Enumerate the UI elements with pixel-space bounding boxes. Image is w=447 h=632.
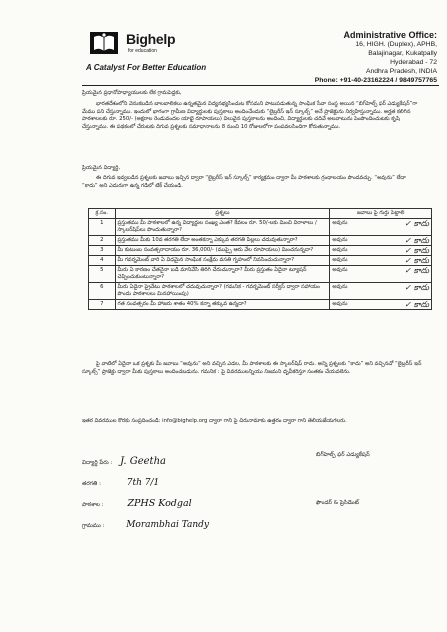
answer-no-checkmark[interactable]: ✓ కాదు bbox=[404, 256, 429, 265]
answer-yes-option[interactable]: అవును bbox=[332, 257, 348, 263]
paragraph-intro: భారతదేశంలోని వెనుకబడిన బాలబాలికలు ఉన్నతమైన విద్యనభ్యసించుట కోసమని పాటుపడుతున్న సాంఘిక సేవా సంస్థ అయిన “బిగ్‌హెల్ప్ ఫర్ ఎడ్యుకేషన్”గా మేము పని చేస్తున్నాము. ఇందులో భాగంగా గ్రామీణ విద్యార్థులకు పుస్తకాలు అందించేందుకు “లైబ్రరీస్ ఇన్ స్కూల్స్” అనే ప్రాజెక్టును నిర్వహిస్తున్నాము. అర్హత కలిగిన పాఠశాలలకు రూ. 250/- (అక్షరాల రెండువందల యాభై రూపాయలు) విలువైన పుస్తకాలను అందించి, విద్యార్థులకు చదివే అలవాటును పెంపొందించుటకు కృషి చేస్తున్నాము. ఈ పథకంలో చేరుటకు దిగువ ప్రశ్నలకు సమాధానాలను 8 నుంచి 10 రోజులలోగా పంపవలసిందిగా కోరుతున్నాము. bbox=[82, 101, 418, 130]
header-questions: ప్రశ్నలు bbox=[115, 209, 330, 219]
answer-no-checkmark[interactable]: ✓ కాదు bbox=[404, 246, 429, 255]
office-phone: Phone: +91-40-23162224 / 9849757765 bbox=[314, 77, 437, 84]
office-address-block bbox=[287, 30, 437, 84]
table-row bbox=[89, 219, 432, 236]
answer-yes-option[interactable]: అవును bbox=[332, 220, 348, 226]
table-row bbox=[89, 266, 432, 283]
question-text: ప్రస్తుతము మీ పాఠశాలలో ఉన్న విద్యార్థుల సంఖ్య ఎంత? కేవలం రూ. 50/-లకు మించి విరాళాలు / స్కాలర్‌షిప్‌లు పొందుతున్నారా? bbox=[115, 219, 330, 236]
student-name-value[interactable]: J. Geetha bbox=[120, 456, 166, 467]
organisation-signature-label: బిగ్‌హెల్ప్ ఫర్ ఎడ్యుకేషన్ bbox=[316, 452, 370, 458]
question-number: 5 bbox=[89, 266, 116, 283]
book-logo-icon bbox=[86, 30, 122, 56]
table-row bbox=[89, 300, 432, 310]
table-row bbox=[89, 256, 432, 266]
question-text: మీరు ఏదైనా ప్రైవేటు పాఠశాలలో చదువుచున్నారా? (గమనిక - గవర్నమెంట్ సర్వీస్ ద్వారా సహాయం పొందు పాఠశాలలు మినహాయింపు) bbox=[115, 283, 330, 300]
question-text: ప్రస్తుతము మీకు 10వ తరగతి లేదా అంతకన్నా ఎక్కువ తరగతి పిల్లలు చదువుతున్నారా? bbox=[115, 236, 330, 246]
school-value[interactable]: ZPHS Kodgal bbox=[127, 498, 192, 509]
question-text: మీ కుటుంబ సంవత్సరాదాయం రూ. 36,000/- (ముప్పై ఆరు వేల రూపాయలు) మించనున్నదా? bbox=[115, 246, 330, 256]
school-label: పాఠశాల : bbox=[82, 502, 104, 508]
answer-yes-option[interactable]: అవును bbox=[332, 284, 348, 290]
class-value[interactable]: 7th 7/1 bbox=[126, 478, 160, 488]
office-line: 16, HIGH. (Duplex), APHB, bbox=[355, 41, 437, 48]
header-divider bbox=[82, 85, 439, 86]
student-name-row bbox=[82, 456, 166, 467]
salutation: ప్రియమైన ప్రధానోపాధ్యాయులకు లేక గ్రామపెద్దకు, bbox=[82, 90, 182, 96]
village-label: గ్రామము : bbox=[82, 523, 105, 529]
question-number: 1 bbox=[89, 219, 116, 236]
question-text: మీ గవర్నమెంట్ వారి ఏ విధమైన సాంఘిక సంక్షేమ వసతి గృహంలో నివసించుచున్నారా? bbox=[115, 256, 330, 266]
header-serial: క్ర.సం. bbox=[89, 209, 116, 219]
table-row bbox=[89, 246, 432, 256]
office-line: Andhra Pradesh, INDIA bbox=[365, 68, 437, 75]
question-number: 4 bbox=[89, 256, 116, 266]
answer-yes-option[interactable]: అవును bbox=[332, 267, 348, 273]
answer-no-checkmark[interactable]: ✓ కాదు bbox=[404, 300, 429, 309]
student-salutation: ప్రియమైన విద్యార్థి, bbox=[82, 165, 121, 171]
office-line: Balajinagar, Kukatpally bbox=[368, 50, 437, 57]
school-row bbox=[82, 498, 192, 509]
question-number: 2 bbox=[89, 236, 116, 246]
table-header-row bbox=[89, 209, 432, 219]
answer-no-checkmark[interactable]: ✓ కాదు bbox=[404, 266, 429, 275]
question-text: గత సంవత్సరం మీ హాజరు శాతం 40% కన్నా తక్కువ ఉన్నదా? bbox=[115, 300, 330, 310]
logo-subtitle: for education bbox=[128, 48, 157, 54]
founder-president-label: ఫౌండర్ & ప్రెసిడెంట్ bbox=[316, 500, 359, 506]
paragraph-instructions: ఈ దిగువ ఇవ్వబడిన ప్రశ్నలకు జవాబు ఇచ్చిన ద్వారా “లైబ్రరీస్ ఇన్ స్కూల్స్” కార్యక్రమం ద్వారా మీ పాఠశాలకు గ్రంథాలయం పొందవచ్చు. “అవును” లేదా “కాదు” అని ఎదురుగా ఉన్న గడిలో టిక్ చేయండి. bbox=[82, 175, 406, 189]
contact-line: ఇతర వివరముల కొరకు సంప్రదించండి: info@bighelp.org ద్వారా గాని పై చిరునామాకు ఉత్తరం ద్వారా గాని తెలియజేయగలరు. bbox=[82, 418, 347, 424]
table-row bbox=[89, 283, 432, 300]
question-number: 7 bbox=[89, 300, 116, 310]
answer-no-checkmark[interactable]: ✓ కాదు bbox=[404, 283, 429, 292]
village-row bbox=[82, 520, 209, 530]
class-row bbox=[82, 478, 159, 488]
header-answer: జవాబు పై గుర్తు పెట్టాలి bbox=[330, 209, 432, 219]
answer-no-checkmark[interactable]: ✓ కాదు bbox=[404, 236, 429, 245]
student-name-label: విద్యార్థి పేరు : bbox=[82, 460, 113, 466]
tagline: A Catalyst For Better Education bbox=[86, 63, 207, 72]
table-row bbox=[89, 236, 432, 246]
question-number: 3 bbox=[89, 246, 116, 256]
office-line: Hyderabad - 72 bbox=[390, 59, 437, 66]
paragraph-note: పై వాటిలో ఏదైనా ఒక ప్రశ్నకు మీ జవాబు “అవును” అని వచ్చిన ఎడల, మీ పాఠశాలకు ఈ స్కాలర్‌షిప్ రాదు. అన్ని ప్రశ్నలకు “కాదు” అని వచ్చినచో “లైబ్రరీస్ ఇన్ స్కూల్స్” ప్రాజెక్టు ద్వారా మీకు పుస్తకాలు అందించబడును. గమనిక : పై వివరములన్నియు నిజమని ధృవీకరిస్తూ సంతకం చేయవలెను. bbox=[82, 361, 422, 375]
questions-table bbox=[88, 208, 432, 310]
question-number: 6 bbox=[89, 283, 116, 300]
answer-yes-option[interactable]: అవును bbox=[332, 237, 348, 243]
office-title: Administrative Office: bbox=[343, 30, 437, 40]
village-value[interactable]: Morambhai Tandy bbox=[126, 520, 210, 530]
logo-name: Bighelp bbox=[126, 31, 176, 47]
answer-yes-option[interactable]: అవును bbox=[332, 247, 348, 253]
answer-no-checkmark[interactable]: ✓ కాదు bbox=[404, 219, 429, 228]
question-text: మీరు ఏ కారణం చేతనైనా బడి మానివేసి తిరిగి చేరుచున్నారా? మీరు ప్రస్తుతం ఏదైనా ట్యూషన్ చెప్పించుకుంటున్నారా? bbox=[115, 266, 330, 283]
class-label: తరగతి : bbox=[82, 481, 101, 487]
answer-yes-option[interactable]: అవును bbox=[332, 301, 348, 307]
